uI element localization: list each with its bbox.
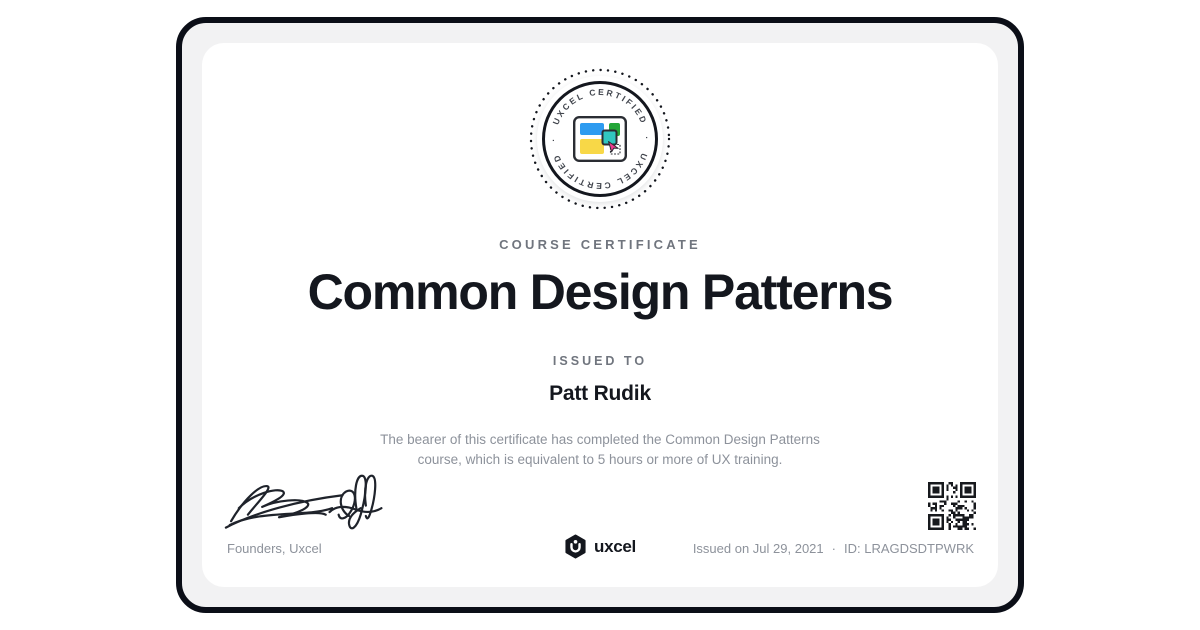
certificate-seal-icon (528, 67, 672, 211)
issued-on-text: Issued on Jul 29, 2021 (692, 541, 824, 556)
brand-logo (564, 534, 636, 559)
issued-to-label: ISSUED TO (552, 354, 648, 368)
description-line-2: course, which is equivalent to 5 hours or more of UX training. (417, 452, 783, 467)
qr-code (928, 482, 976, 530)
svg-text:· (548, 136, 558, 141)
issue-info (693, 541, 974, 556)
certificate-id: ID: LRAGDSDTPWRK (843, 541, 974, 556)
ring-text-top: UXCEL CERTIFIED (550, 86, 650, 127)
svg-text:· (642, 136, 652, 141)
certificate-card (176, 17, 1024, 613)
ring-dot-right: · (642, 136, 652, 142)
issue-separator: · (831, 541, 836, 556)
recipient-name: Patt Rudik (549, 382, 651, 405)
founders-signatures (222, 470, 384, 536)
uxcel-logo-icon (564, 534, 587, 559)
signatories-label: Founders, Uxcel (227, 541, 322, 556)
brand-name: uxcel (594, 536, 636, 556)
certificate-panel (202, 43, 998, 587)
design-patterns-icon (574, 117, 626, 161)
ring-dot-left: · (548, 136, 558, 142)
certificate-kind-label: COURSE CERTIFICATE (499, 237, 701, 252)
ring-text-bottom: UXCEL CERTIFIED (550, 151, 650, 192)
certificate-description (202, 430, 998, 470)
course-title: Common Design Patterns (307, 264, 893, 320)
description-line-1: The bearer of this certificate has completed the Common Design Patterns (380, 432, 820, 447)
